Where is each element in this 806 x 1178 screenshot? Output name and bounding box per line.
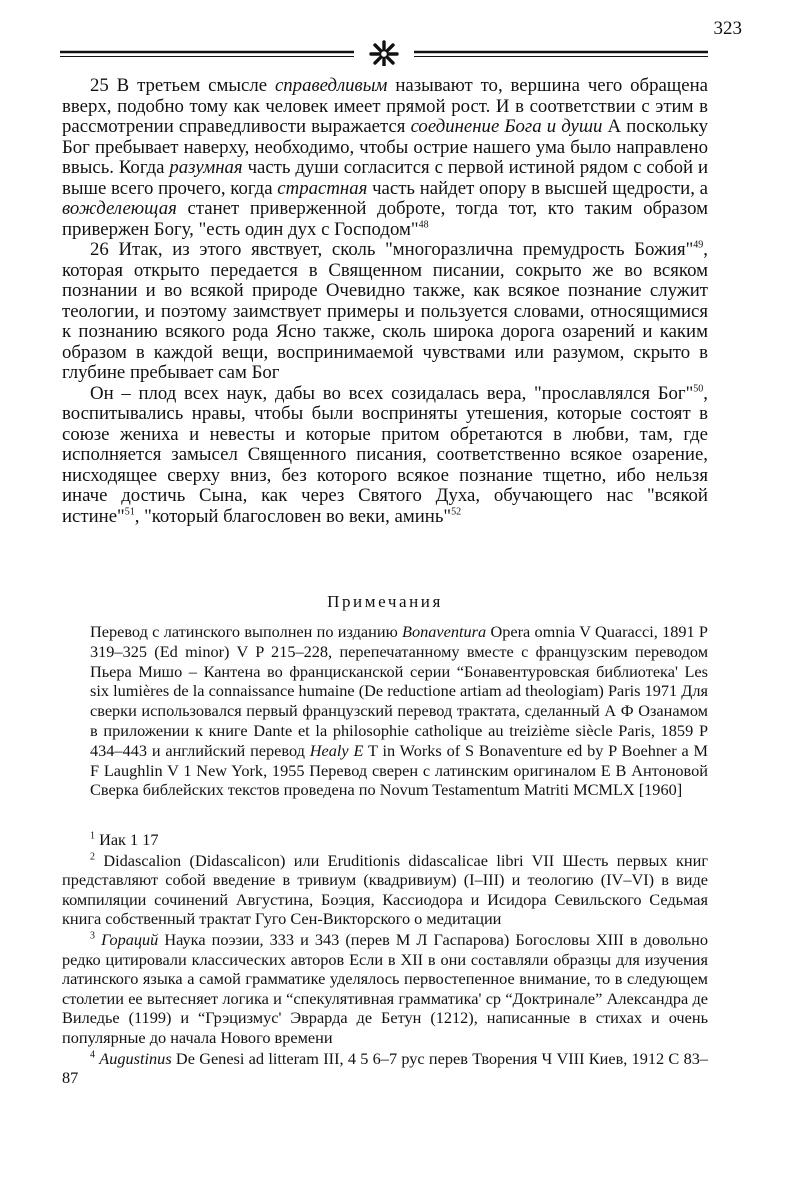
italic-term: вожделеющая <box>62 198 177 219</box>
paragraph-27 <box>62 384 708 528</box>
italic-term: Healy E <box>309 740 364 760</box>
italic-term: соединение Бога и души <box>410 116 603 137</box>
paragraph-25 <box>62 76 708 240</box>
text-run: Opera omnia V Quaracci, 1891 P 319–325 (Ed minor) V P 215–228, перепечатанному вместе с французским переводом Пьера Мишо – Кантена во францисканской серии “Бонавентуровская библиотека' Les six lumières de la connaissance humaine (De reductione artiam ad theologiam) Paris 1971 Для сверки использовался первый французский перевод трактата, сделанный А Ф Озанамом в приложении к книге Dante et la philosophie catholique au treizième siècle Paris, 1859 P 434–443 и английский перевод <box>90 622 708 760</box>
text-run: называют то, вершина чего обращена вверх, подобно тому как человек имеет прямой рост. И в соответствии с этим в рассмотрении справедливости выражается <box>62 75 708 137</box>
text-run: 26 Итак, из этого явствует, сколь "многоразлична премудрость Божия" <box>90 239 694 260</box>
italic-term: Гораций <box>101 929 159 949</box>
text-run: Он – плод всех наук, дабы во всех созидалась вера, "прославлялся Бог" <box>90 382 694 404</box>
italic-term: Augustinus <box>99 1048 172 1068</box>
text-run: часть души согласится с первой истиной рядом с собой и выше всего прочего, когда <box>62 157 708 199</box>
footnote-ref: 52 <box>451 506 462 518</box>
footnote-text: Наука поэзии, 333 и 343 (перев М Л Гаспарова) Богословы XIII в довольно редко цитировали классических авторов Если в XII в они составляли образцы для изучения латинского языка а самой грамматике уделялось первостепенное внимание, то в следующем столетии ее вытесняет логика и “спекулятивная грамматика' ср “Доктринале” Александра де Виледье (1199) и “Грэцизмус' Эврарда де Бетун (1212), написанные в стихах и очень популярные до начала Нового времени <box>62 929 708 1047</box>
main-text <box>62 76 708 527</box>
text-run: Перевод с латинского выполнен по изданию <box>90 622 403 641</box>
page-number: 323 <box>713 18 742 39</box>
footnotes <box>62 830 708 1089</box>
italic-term: Bonaventura <box>402 622 487 641</box>
text-run: станет приверженной доброте, тогда тот, кто таким образом привержен Богу, "есть один дух с Господом" <box>62 198 708 240</box>
text-run: часть найдет опору в высшей щедрости, а <box>367 177 708 199</box>
text-run: , "который благословен во веки, аминь" <box>134 505 452 527</box>
italic-term: разумная <box>169 157 243 178</box>
footnote-1 <box>62 830 708 850</box>
text-run: А поскольку Бог пребывает наверху, необходимо, чтобы острие нашего ума было направлено ввысь. Когда <box>62 116 709 178</box>
footnote-3 <box>62 930 708 1048</box>
footnote-ref: 51 <box>124 506 135 518</box>
footnote-number: 1 <box>90 830 95 842</box>
paragraph-26 <box>62 240 708 384</box>
translation-note <box>90 622 708 800</box>
notes-heading: Примечания <box>327 592 443 611</box>
footnote-ref: 49 <box>693 239 704 251</box>
footnote-ref: 50 <box>693 383 704 395</box>
text-run: , которая открыто передается в Священном писании, сокрыто же во всяком познании и во всякой природе Очевидно также, как всякое познание служит теологии, и поэтому заимствует примеры и пользуется словами, относящимися к познанию всякого рода Ясно также, сколь широка дорога озарений и каким образом в каждой вещи, воспринимаемой чувствами или разумом, скрыто в глубине пребывает сам Бог <box>62 239 708 383</box>
header-rule-ornament-icon <box>60 40 708 66</box>
footnote-2 <box>62 851 708 929</box>
footnote-ref: 48 <box>418 219 429 231</box>
footnote-4 <box>62 1049 708 1088</box>
footnote-text: Didascalion (Didascalicon) или Eruditionis didascalicae libri VII Шесть первых книг представляют собой введение в тривиум (квадривиум) (I–III) и теологию (IV–VI) в виде компиляции сочинений Августина, Боэция, Кассиодора и Исидора Севильского Седьмая книга собственный трактат Гуго Сен-Викторского о медитации <box>62 850 708 929</box>
footnote-number: 4 <box>90 1049 95 1061</box>
italic-term: справедливым <box>274 75 388 96</box>
footnote-text: Иак 1 17 <box>95 830 159 849</box>
italic-term: страстная <box>277 177 368 199</box>
text-run: T in Works of S Bonaventure ed by P Boehner a M F Laughlin V 1 New York, 1955 Перевод сверен с латинским оригиналом Е В Антоновой Сверка библейских текстов проведена по Novum Testamentum Matriti MCMLX [1960] <box>90 740 708 800</box>
footnote-number: 2 <box>90 851 95 863</box>
text-run: , воспитывались нравы, чтобы были восприняты утешения, которые состоят в союзе жениха и невесты и которые притом обретаются в любви, там, где исполняется замысел Священного писания, соответственно всякое озарение, нисходящее сверху вниз, без которого всякое познание тщетно, ибо нельзя иначе достичь Сына, как через Святого Духа, обучающего нас "всякой истине" <box>62 382 708 527</box>
footnote-number: 3 <box>90 930 95 942</box>
footnote-text: De Genesi ad litteram III, 4 5 6–7 рус перев Творения Ч VIII Киев, 1912 С 83–87 <box>62 1048 708 1088</box>
text-run: 25 В третьем смысле <box>90 75 275 96</box>
